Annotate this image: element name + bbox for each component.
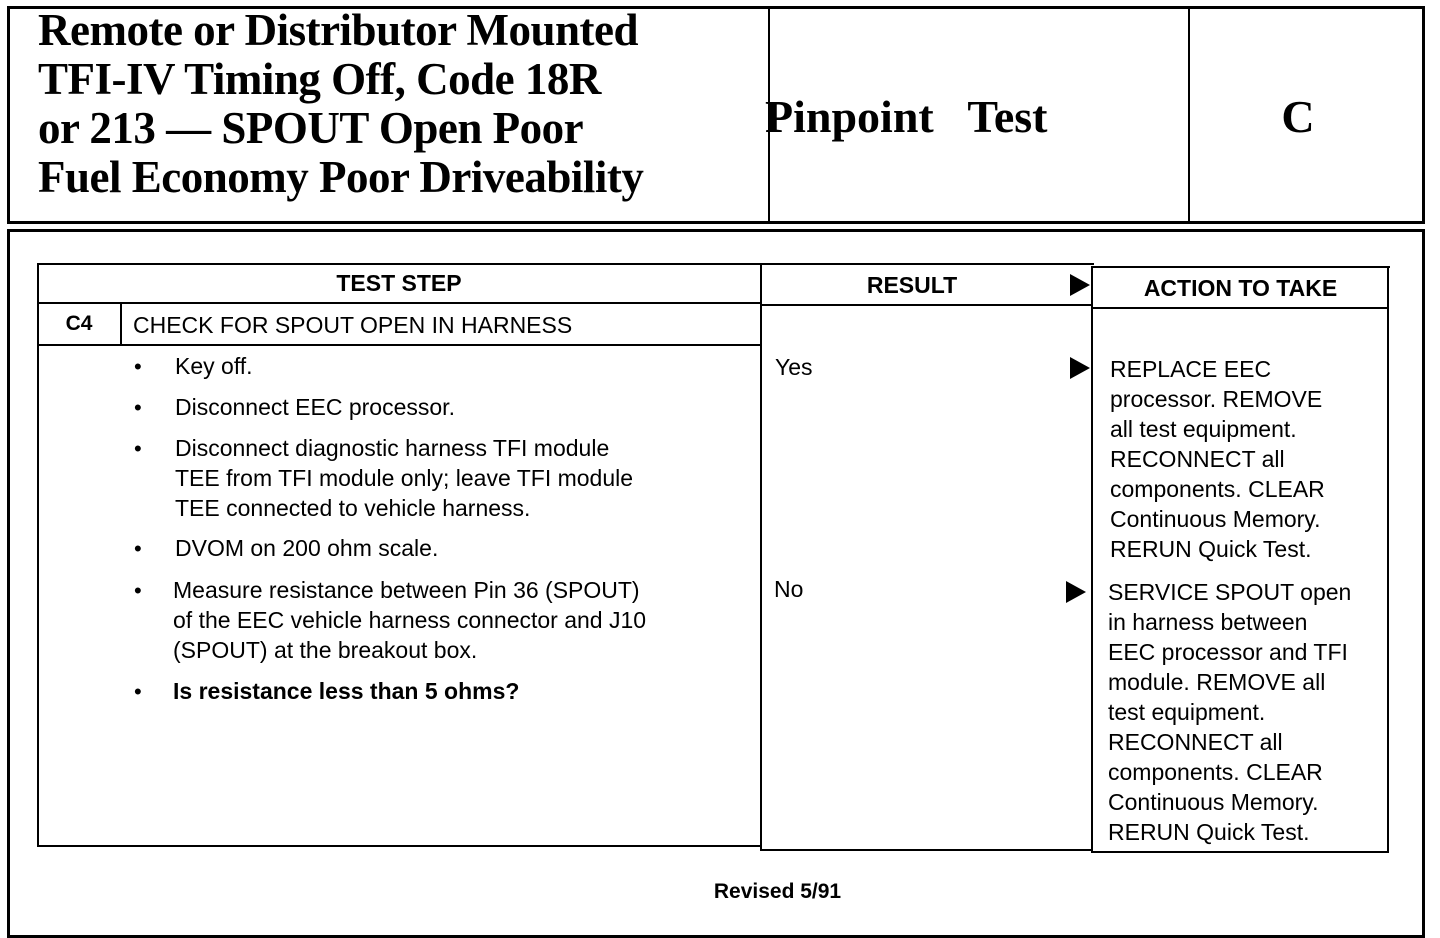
step-line: Disconnect diagnostic harness TFI module: [175, 435, 610, 461]
action-line: test equipment.: [1108, 699, 1266, 725]
column-divider: [760, 263, 762, 851]
header-row-line: [762, 304, 1092, 306]
bullet-icon: •: [134, 578, 142, 603]
action-line: RECONNECT all: [1108, 729, 1283, 755]
action-line: all test equipment.: [1110, 416, 1297, 442]
action-line: processor. REMOVE: [1110, 386, 1323, 412]
action-line: RECONNECT all: [1110, 446, 1285, 472]
bullet-icon: •: [134, 354, 142, 379]
title-line: TFI-IV Timing Off, Code 18R: [38, 54, 601, 104]
step-line: Disconnect EEC processor.: [175, 394, 455, 420]
step-line: of the EEC vehicle harness connector and J10: [173, 607, 647, 633]
step-item: [175, 392, 455, 422]
action-no: [1108, 577, 1388, 847]
table-border: [37, 263, 39, 847]
title-line: or 213 — SPOUT Open Poor: [38, 103, 584, 153]
step-title: CHECK FOR SPOUT OPEN IN HARNESS: [133, 312, 573, 338]
result-no: No: [774, 576, 804, 602]
title-line: Fuel Economy Poor Driveability: [38, 152, 644, 202]
table-border: [38, 263, 1094, 265]
action-yes: [1110, 354, 1390, 564]
step-id: C4: [65, 312, 93, 335]
action-line: components. CLEAR: [1110, 476, 1325, 502]
bullet-icon: •: [134, 436, 142, 461]
step-line: (SPOUT) at the breakout box.: [173, 637, 478, 663]
step-item: [175, 351, 253, 381]
arrow-right-icon: [1070, 274, 1090, 296]
step-line: TEE connected to vehicle harness.: [175, 495, 531, 521]
table-border: [760, 849, 1091, 851]
step-item: [173, 575, 646, 665]
procedure-title: [38, 6, 758, 202]
action-line: Continuous Memory.: [1108, 789, 1319, 815]
table-border: [37, 845, 760, 847]
column-header-test-step: TEST STEP: [336, 270, 462, 296]
action-line: Continuous Memory.: [1110, 506, 1321, 532]
arrow-right-icon: [1066, 581, 1086, 603]
step-question: [173, 676, 519, 706]
action-line: RERUN Quick Test.: [1108, 819, 1310, 845]
test-letter: C: [1281, 91, 1315, 142]
action-line: REPLACE EEC: [1110, 356, 1272, 382]
bullet-icon: •: [134, 679, 142, 704]
action-line: RERUN Quick Test.: [1110, 536, 1312, 562]
action-line: in harness between: [1108, 609, 1308, 635]
step-line: TEE from TFI module only; leave TFI module: [175, 465, 634, 491]
bullet-icon: •: [134, 395, 142, 420]
action-line: EEC processor and TFI: [1108, 639, 1348, 665]
step-item: [175, 433, 633, 523]
table-border: [1091, 851, 1388, 853]
column-header-result: RESULT: [866, 272, 958, 298]
column-divider: [1091, 266, 1093, 853]
bullet-icon: •: [134, 536, 142, 561]
step-title-line: [38, 344, 761, 346]
action-line: SERVICE SPOUT open: [1108, 579, 1352, 605]
table-border: [1093, 266, 1390, 268]
test-type-label: Pinpoint Test: [765, 91, 1048, 142]
action-line: module. REMOVE all: [1108, 669, 1326, 695]
title-line: Remote or Distributor Mounted: [38, 5, 639, 55]
header-row-line: [38, 302, 761, 304]
header-row-line: [1093, 307, 1389, 309]
action-line: components. CLEAR: [1108, 759, 1323, 785]
step-line: DVOM on 200 ohm scale.: [175, 535, 439, 561]
step-line: Key off.: [175, 353, 253, 379]
result-yes: Yes: [775, 354, 813, 380]
column-header-action: ACTION TO TAKE: [1143, 275, 1338, 301]
arrow-right-icon: [1070, 357, 1090, 379]
step-id-divider: [120, 303, 122, 345]
step-item: [175, 533, 438, 563]
revision-note: Revised 5/91: [713, 880, 842, 903]
step-line: Is resistance less than 5 ohms?: [173, 678, 520, 704]
step-line: Measure resistance between Pin 36 (SPOUT): [173, 577, 640, 603]
